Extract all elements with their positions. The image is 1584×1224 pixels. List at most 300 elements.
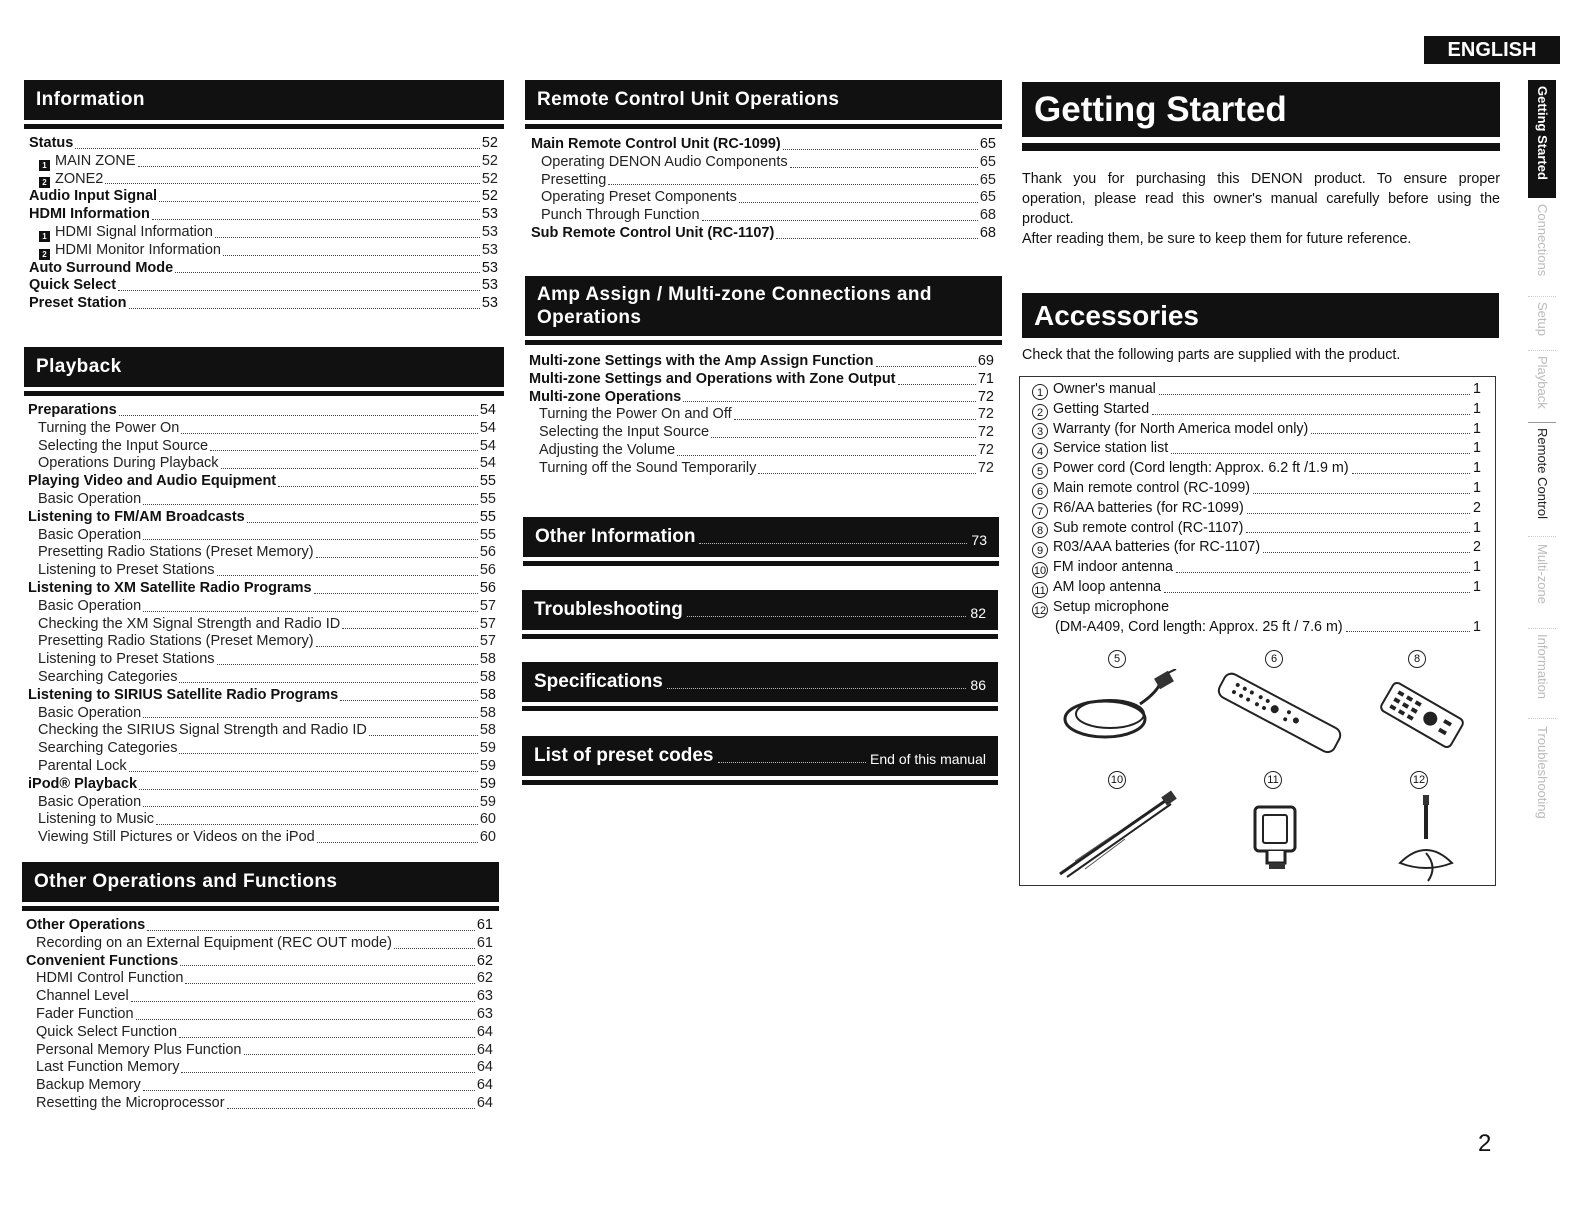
toc-entry-title: Turning the Power On [38, 419, 180, 436]
toc-entry-title: Presetting Radio Stations (Preset Memory) [38, 633, 314, 650]
toc-entry[interactable] [28, 527, 496, 545]
leader-dots [776, 238, 978, 239]
leader-dots [179, 682, 477, 683]
toc-entry[interactable] [29, 188, 498, 206]
other-ops-section [22, 862, 499, 1113]
side-tab-remote-control-label: Remote Control [1535, 428, 1550, 520]
step-number-badge: 1 [39, 231, 50, 242]
leader-dots [739, 202, 978, 203]
toc-entry[interactable] [28, 794, 496, 812]
specifications-page: 86 [970, 677, 986, 693]
toc-entry-title: Parental Lock [38, 757, 127, 774]
accessories-header [1022, 293, 1499, 338]
other-ops-header [22, 862, 499, 902]
toc-entry[interactable] [26, 1095, 493, 1113]
toc-entry-page: 52 [481, 135, 498, 151]
toc-entry-page: 64 [476, 1059, 493, 1076]
toc-entry[interactable] [26, 970, 493, 988]
toc-entry[interactable] [29, 224, 498, 242]
accessory-number: 11 [1032, 582, 1048, 598]
other-ops-toc [22, 917, 499, 1113]
accessory-quantity: 1 [1473, 559, 1481, 576]
toc-entry[interactable] [28, 669, 496, 687]
section-rule [525, 340, 1002, 345]
accessory-name: R03/AAA batteries (for RC-1107) [1053, 539, 1261, 556]
toc-entry-page: 53 [481, 277, 498, 294]
toc-entry[interactable] [29, 277, 498, 295]
toc-entry[interactable] [531, 154, 996, 172]
accessory-quantity: 2 [1473, 499, 1481, 516]
side-tab-multi-zone[interactable] [1528, 538, 1556, 629]
toc-entry[interactable] [29, 295, 498, 313]
leader-dots [278, 486, 478, 487]
toc-entry-page: 65 [979, 171, 996, 188]
other-ops-title: Other Operations and Functions [34, 871, 338, 892]
toc-entry-page: 61 [476, 917, 493, 933]
accessory-name: Setup microphone [1053, 598, 1170, 615]
leader-dots [143, 717, 478, 718]
toc-entry-page: 63 [476, 1005, 493, 1022]
illus-label-main-remote: 6 [1265, 650, 1283, 668]
toc-entry[interactable] [28, 491, 496, 509]
toc-entry-page: 53 [481, 295, 498, 312]
toc-entry-title: Listening to Music [38, 811, 155, 828]
sub-remote-icon [1372, 675, 1472, 755]
toc-entry[interactable] [28, 651, 496, 669]
leader-dots [179, 1037, 475, 1038]
toc-entry-title: Adjusting the Volume [539, 441, 676, 458]
toc-entry-title: ZONE2 [55, 170, 104, 187]
toc-entry[interactable] [28, 633, 496, 651]
accessory-quantity: 1 [1473, 479, 1481, 496]
toc-entry[interactable] [529, 406, 994, 424]
side-tab-setup-label: Setup [1535, 302, 1550, 336]
leader-dots [138, 166, 480, 167]
leader-dots [699, 543, 967, 544]
toc-entry-title: Multi-zone Settings and Operations with Zone Output [529, 370, 896, 387]
accessory-name: Owner's manual [1053, 381, 1156, 397]
toc-entry-page: 52 [481, 170, 498, 187]
accessory-name: R6/AA batteries (for RC-1099) [1053, 499, 1244, 516]
toc-entry-title: Listening to Preset Stations [38, 562, 215, 579]
leader-dots [143, 504, 478, 505]
side-tab-playback-label: Playback [1535, 356, 1550, 409]
toc-entry-page: 68 [979, 207, 996, 224]
other-information-heading [523, 517, 999, 557]
toc-entry-title: Listening to Preset Stations [38, 651, 215, 668]
accessory-number: 8 [1032, 522, 1048, 538]
leader-dots [244, 1054, 475, 1055]
toc-entry[interactable] [26, 953, 493, 971]
leader-dots [342, 628, 478, 629]
toc-entry[interactable] [28, 687, 496, 705]
leader-dots [159, 201, 480, 202]
leader-dots [156, 824, 478, 825]
playback-header [24, 347, 504, 387]
amp-title-line1: Amp Assign / Multi-zone Connections and [537, 284, 932, 305]
accessory-number: 4 [1032, 443, 1048, 459]
toc-entry-page: 63 [476, 988, 493, 1005]
accessory-number: 12 [1032, 602, 1048, 618]
toc-entry-title: Channel Level [36, 988, 129, 1005]
toc-entry[interactable] [28, 562, 496, 580]
toc-entry[interactable] [531, 136, 996, 154]
leader-dots [75, 148, 480, 149]
toc-entry-page: 58 [479, 651, 496, 668]
side-tab-connections-label: Connections [1535, 204, 1550, 277]
toc-entry-title: Checking the XM Signal Strength and Radio ID [38, 615, 341, 632]
leader-dots [129, 771, 478, 772]
side-tab-connections[interactable] [1528, 200, 1556, 297]
toc-entry-page: 53 [481, 223, 498, 240]
toc-entry[interactable] [28, 598, 496, 616]
section-rule [522, 706, 998, 711]
toc-entry[interactable] [28, 402, 496, 420]
leader-dots [179, 753, 477, 754]
leader-dots [608, 184, 978, 185]
toc-entry-page: 55 [479, 526, 496, 543]
leader-dots [711, 437, 976, 438]
leader-dots [210, 450, 478, 451]
column-middle [525, 80, 1002, 243]
toc-entry[interactable] [28, 580, 496, 598]
mic-detail: (DM-A409, Cord length: Approx. 25 ft / 7.6 m) [1055, 618, 1343, 635]
section-rule [523, 561, 999, 566]
accessory-number: 6 [1032, 483, 1048, 499]
step-number-badge: 2 [39, 249, 50, 260]
toc-entry[interactable] [529, 442, 994, 460]
accessory-quantity: 1 [1473, 400, 1481, 417]
toc-entry-title: Quick Select [29, 277, 117, 294]
information-toc [24, 135, 504, 313]
mic-qty: 1 [1473, 618, 1481, 635]
side-tab-getting-started[interactable] [1528, 80, 1556, 198]
preset-codes-title: List of preset codes [534, 745, 714, 766]
toc-entry[interactable] [28, 616, 496, 634]
toc-entry-title: Other Operations [26, 917, 146, 933]
leader-dots [143, 611, 478, 612]
information-section [24, 80, 504, 313]
toc-entry-page: 64 [476, 1077, 493, 1094]
am-loop-antenna-icon [1245, 797, 1305, 877]
accessory-name: Main remote control (RC-1099) [1053, 479, 1251, 496]
toc-entry-page: 54 [479, 419, 496, 436]
toc-entry-page: 57 [479, 597, 496, 614]
toc-entry[interactable] [29, 171, 498, 189]
leader-dots [783, 149, 978, 150]
leader-dots [105, 183, 480, 184]
illus-label-fm-antenna: 10 [1108, 771, 1126, 789]
troubleshooting-title: Troubleshooting [534, 599, 683, 620]
playback-title: Playback [36, 355, 122, 377]
fm-antenna-icon [1055, 789, 1185, 879]
toc-entry-page: 64 [476, 1094, 493, 1111]
toc-entry[interactable] [531, 172, 996, 190]
accessory-quantity: 1 [1473, 420, 1481, 437]
toc-entry[interactable] [26, 935, 493, 953]
illus-label-power-cord: 5 [1108, 650, 1126, 668]
toc-entry-title: HDMI Control Function [36, 970, 184, 987]
leader-dots [181, 1072, 474, 1073]
leader-dots [758, 473, 976, 474]
toc-entry-title: Turning off the Sound Temporarily [539, 459, 757, 476]
leader-dots [677, 455, 976, 456]
intro-paragraph: Thank you for purchasing this DENON product. To ensure proper operation, please read this owner's manual carefully before using the product. [1022, 171, 1500, 227]
toc-entry[interactable] [28, 420, 496, 438]
toc-entry-page: 59 [479, 757, 496, 774]
toc-entry[interactable] [531, 207, 996, 225]
toc-entry[interactable] [531, 189, 996, 207]
leader-dots [340, 700, 478, 701]
amp-title-line2: Operations [537, 307, 642, 328]
toc-entry[interactable] [28, 776, 496, 794]
toc-entry[interactable] [28, 455, 496, 473]
toc-entry[interactable] [529, 460, 994, 478]
toc-entry-title: Searching Categories [38, 668, 178, 685]
toc-entry-page: 65 [979, 136, 996, 152]
leader-dots [790, 167, 978, 168]
accessory-name: Sub remote control (RC-1107) [1053, 519, 1244, 536]
toc-entry[interactable] [529, 371, 994, 389]
leader-dots [734, 419, 976, 420]
leader-dots [181, 433, 478, 434]
toc-entry[interactable] [28, 829, 496, 847]
remote-toc [525, 136, 1002, 243]
toc-entry[interactable] [26, 1042, 493, 1060]
toc-entry-page: 62 [476, 952, 493, 969]
toc-entry-title: Basic Operation [38, 526, 142, 543]
side-tab-troubleshooting-label: Troubleshooting [1535, 726, 1550, 819]
accessories-intro: Check that the following parts are supplied with the product. [1022, 347, 1401, 363]
information-header [24, 80, 504, 120]
toc-entry-title: Listening to XM Satellite Radio Programs [28, 579, 312, 596]
toc-entry-page: 61 [476, 934, 493, 951]
toc-entry[interactable] [29, 135, 498, 153]
toc-entry[interactable] [529, 389, 994, 407]
specifications-title: Specifications [534, 671, 663, 692]
troubleshooting-bar [522, 590, 998, 639]
toc-entry-title: iPod® Playback [28, 775, 138, 792]
toc-entry[interactable] [529, 424, 994, 442]
playback-section [24, 347, 504, 847]
section-rule [22, 906, 499, 911]
setup-microphone-icon [1392, 793, 1462, 883]
leader-dots [221, 468, 478, 469]
section-rule [24, 391, 504, 396]
toc-entry-title: Punch Through Function [541, 207, 700, 224]
toc-entry[interactable] [26, 1006, 493, 1024]
section-rule [525, 124, 1002, 129]
illus-label-microphone: 12 [1410, 771, 1428, 789]
toc-entry[interactable] [29, 242, 498, 260]
information-title: Information [36, 89, 145, 110]
toc-entry-title: Basic Operation [38, 793, 142, 810]
side-tab-setup[interactable] [1528, 298, 1556, 351]
getting-started-section [1022, 82, 1500, 249]
toc-entry-page: 72 [977, 441, 994, 458]
toc-entry[interactable] [28, 758, 496, 776]
toc-entry[interactable] [29, 260, 498, 278]
side-tab-information-label: Information [1535, 634, 1550, 700]
leader-dots [683, 401, 976, 402]
toc-entry-title: Operating DENON Audio Components [541, 153, 788, 170]
leader-dots [185, 983, 474, 984]
illustrations [1020, 377, 1495, 885]
toc-entry-title: Selecting the Input Source [38, 437, 209, 454]
accessory-quantity: 1 [1473, 519, 1481, 536]
side-tab-getting-started-label: Getting Started [1535, 86, 1550, 180]
toc-entry[interactable] [28, 509, 496, 527]
toc-entry-title: Preparations [28, 401, 117, 418]
leader-dots [317, 842, 478, 843]
toc-entry[interactable] [531, 225, 996, 243]
toc-entry[interactable] [529, 353, 994, 371]
leader-dots [876, 366, 976, 367]
side-tab-multi-zone-label: Multi-zone [1535, 544, 1550, 604]
toc-entry-page: 55 [479, 473, 496, 490]
specifications-heading [522, 662, 998, 702]
troubleshooting-page: 82 [970, 605, 986, 621]
toc-entry-page: 53 [481, 241, 498, 258]
side-tabs [1528, 80, 1558, 860]
toc-entry[interactable] [28, 811, 496, 829]
leader-dots [143, 539, 478, 540]
toc-entry-page: 56 [479, 544, 496, 561]
toc-entry-title: Viewing Still Pictures or Videos on the iPod [38, 829, 315, 846]
toc-entry[interactable] [26, 1024, 493, 1042]
page-number: 2 [1478, 1130, 1492, 1157]
toc-entry-title: HDMI Information [29, 206, 150, 223]
toc-entry-page: 64 [476, 1041, 493, 1058]
leader-dots [175, 272, 480, 273]
section-rule [24, 124, 504, 129]
preset-codes-bar [522, 736, 998, 785]
leader-dots [217, 664, 478, 665]
side-tab-playback[interactable] [1528, 352, 1556, 423]
toc-entry-page: 54 [479, 401, 496, 418]
toc-entry-title: Selecting the Input Source [539, 424, 710, 441]
leader-dots [139, 789, 478, 790]
toc-entry-page: 54 [479, 455, 496, 472]
leader-dots [314, 593, 478, 594]
toc-entry-title: Recording on an External Equipment (REC OUT mode) [36, 934, 392, 951]
section-rule [522, 634, 998, 639]
toc-entry-page: 58 [479, 668, 496, 685]
other-information-title: Other Information [535, 526, 696, 547]
toc-entry[interactable] [26, 917, 493, 935]
toc-entry[interactable] [29, 206, 498, 224]
toc-entry-title: Main Remote Control Unit (RC-1099) [531, 136, 781, 152]
toc-entry-title: Quick Select Function [36, 1023, 178, 1040]
side-tab-remote-control[interactable] [1528, 424, 1556, 537]
amp-toc [525, 353, 1002, 478]
accessory-number: 9 [1032, 542, 1048, 558]
language-tab-label: ENGLISH [1447, 38, 1537, 61]
leader-dots [247, 522, 478, 523]
toc-entry-page: 71 [977, 370, 994, 387]
accessory-name: FM indoor antenna [1053, 559, 1174, 576]
toc-entry-title: Multi-zone Settings with the Amp Assign Function [529, 353, 874, 369]
leader-dots [687, 616, 967, 617]
toc-entry[interactable] [29, 153, 498, 171]
toc-entry[interactable] [26, 1059, 493, 1077]
accessory-number: 7 [1032, 503, 1048, 519]
toc-entry[interactable] [28, 438, 496, 456]
getting-started-title: Getting Started [1034, 89, 1287, 129]
toc-entry[interactable] [28, 705, 496, 723]
toc-entry-title: HDMI Monitor Information [55, 241, 221, 258]
accessory-quantity: 1 [1473, 578, 1481, 595]
accessory-number: 3 [1032, 423, 1048, 439]
leader-dots [152, 219, 480, 220]
remote-title: Remote Control Unit Operations [537, 89, 840, 110]
preset-codes-page: End of this manual [870, 751, 986, 767]
leader-dots [316, 646, 478, 647]
toc-entry-title: Personal Memory Plus Function [36, 1041, 242, 1058]
accessory-number: 10 [1032, 562, 1048, 578]
specifications-bar [522, 662, 998, 711]
toc-entry-title: Preset Station [29, 295, 127, 312]
side-tab-troubleshooting[interactable] [1528, 720, 1556, 840]
toc-entry-title: Presetting Radio Stations (Preset Memory) [38, 544, 314, 561]
section-rule [1022, 143, 1500, 151]
illus-label-am-antenna: 11 [1264, 771, 1282, 789]
toc-entry-page: 65 [979, 189, 996, 206]
toc-entry-page: 53 [481, 259, 498, 276]
toc-entry-page: 52 [481, 152, 498, 169]
toc-entry-title: Listening to SIRIUS Satellite Radio Programs [28, 686, 339, 703]
toc-entry-page: 72 [977, 459, 994, 476]
leader-dots [316, 557, 478, 558]
toc-entry[interactable] [26, 988, 493, 1006]
toc-entry-title: Turning the Power On and Off [539, 406, 732, 423]
toc-entry-page: 68 [979, 224, 996, 241]
toc-entry[interactable] [28, 722, 496, 740]
toc-entry-title: Searching Categories [38, 740, 178, 757]
toc-entry-title: Operations During Playback [38, 455, 219, 472]
side-tab-information[interactable] [1528, 630, 1556, 719]
toc-entry-page: 56 [479, 579, 496, 596]
toc-entry-title: Basic Operation [38, 704, 142, 721]
leader-dots [147, 930, 475, 931]
toc-entry[interactable] [26, 1077, 493, 1095]
toc-entry[interactable] [28, 544, 496, 562]
accessory-quantity: 1 [1473, 381, 1481, 397]
leader-dots [898, 384, 976, 385]
accessory-name: Service station list [1053, 440, 1169, 457]
leader-dots [369, 735, 478, 736]
leader-dots [667, 688, 967, 689]
leader-dots [718, 762, 867, 763]
toc-entry-page: 53 [481, 206, 498, 223]
step-number-badge: 1 [39, 160, 50, 171]
language-tab [1424, 36, 1560, 64]
toc-entry-page: 54 [479, 437, 496, 454]
toc-entry[interactable] [28, 473, 496, 491]
accessories-section [1022, 293, 1499, 365]
accessory-name: Power cord (Cord length: Approx. 6.2 ft /1.9 m) [1053, 460, 1349, 477]
toc-entry-page: 58 [479, 686, 496, 703]
toc-entry-page: 58 [479, 722, 496, 739]
accessory-name: Getting Started [1053, 400, 1150, 417]
toc-entry[interactable] [28, 740, 496, 758]
leader-dots [223, 255, 480, 256]
step-number-badge: 2 [39, 177, 50, 188]
toc-entry-title: Backup Memory [36, 1077, 141, 1094]
toc-entry-title: HDMI Signal Information [55, 223, 213, 240]
other-information-page: 73 [971, 532, 987, 548]
toc-entry-title: Basic Operation [38, 597, 142, 614]
